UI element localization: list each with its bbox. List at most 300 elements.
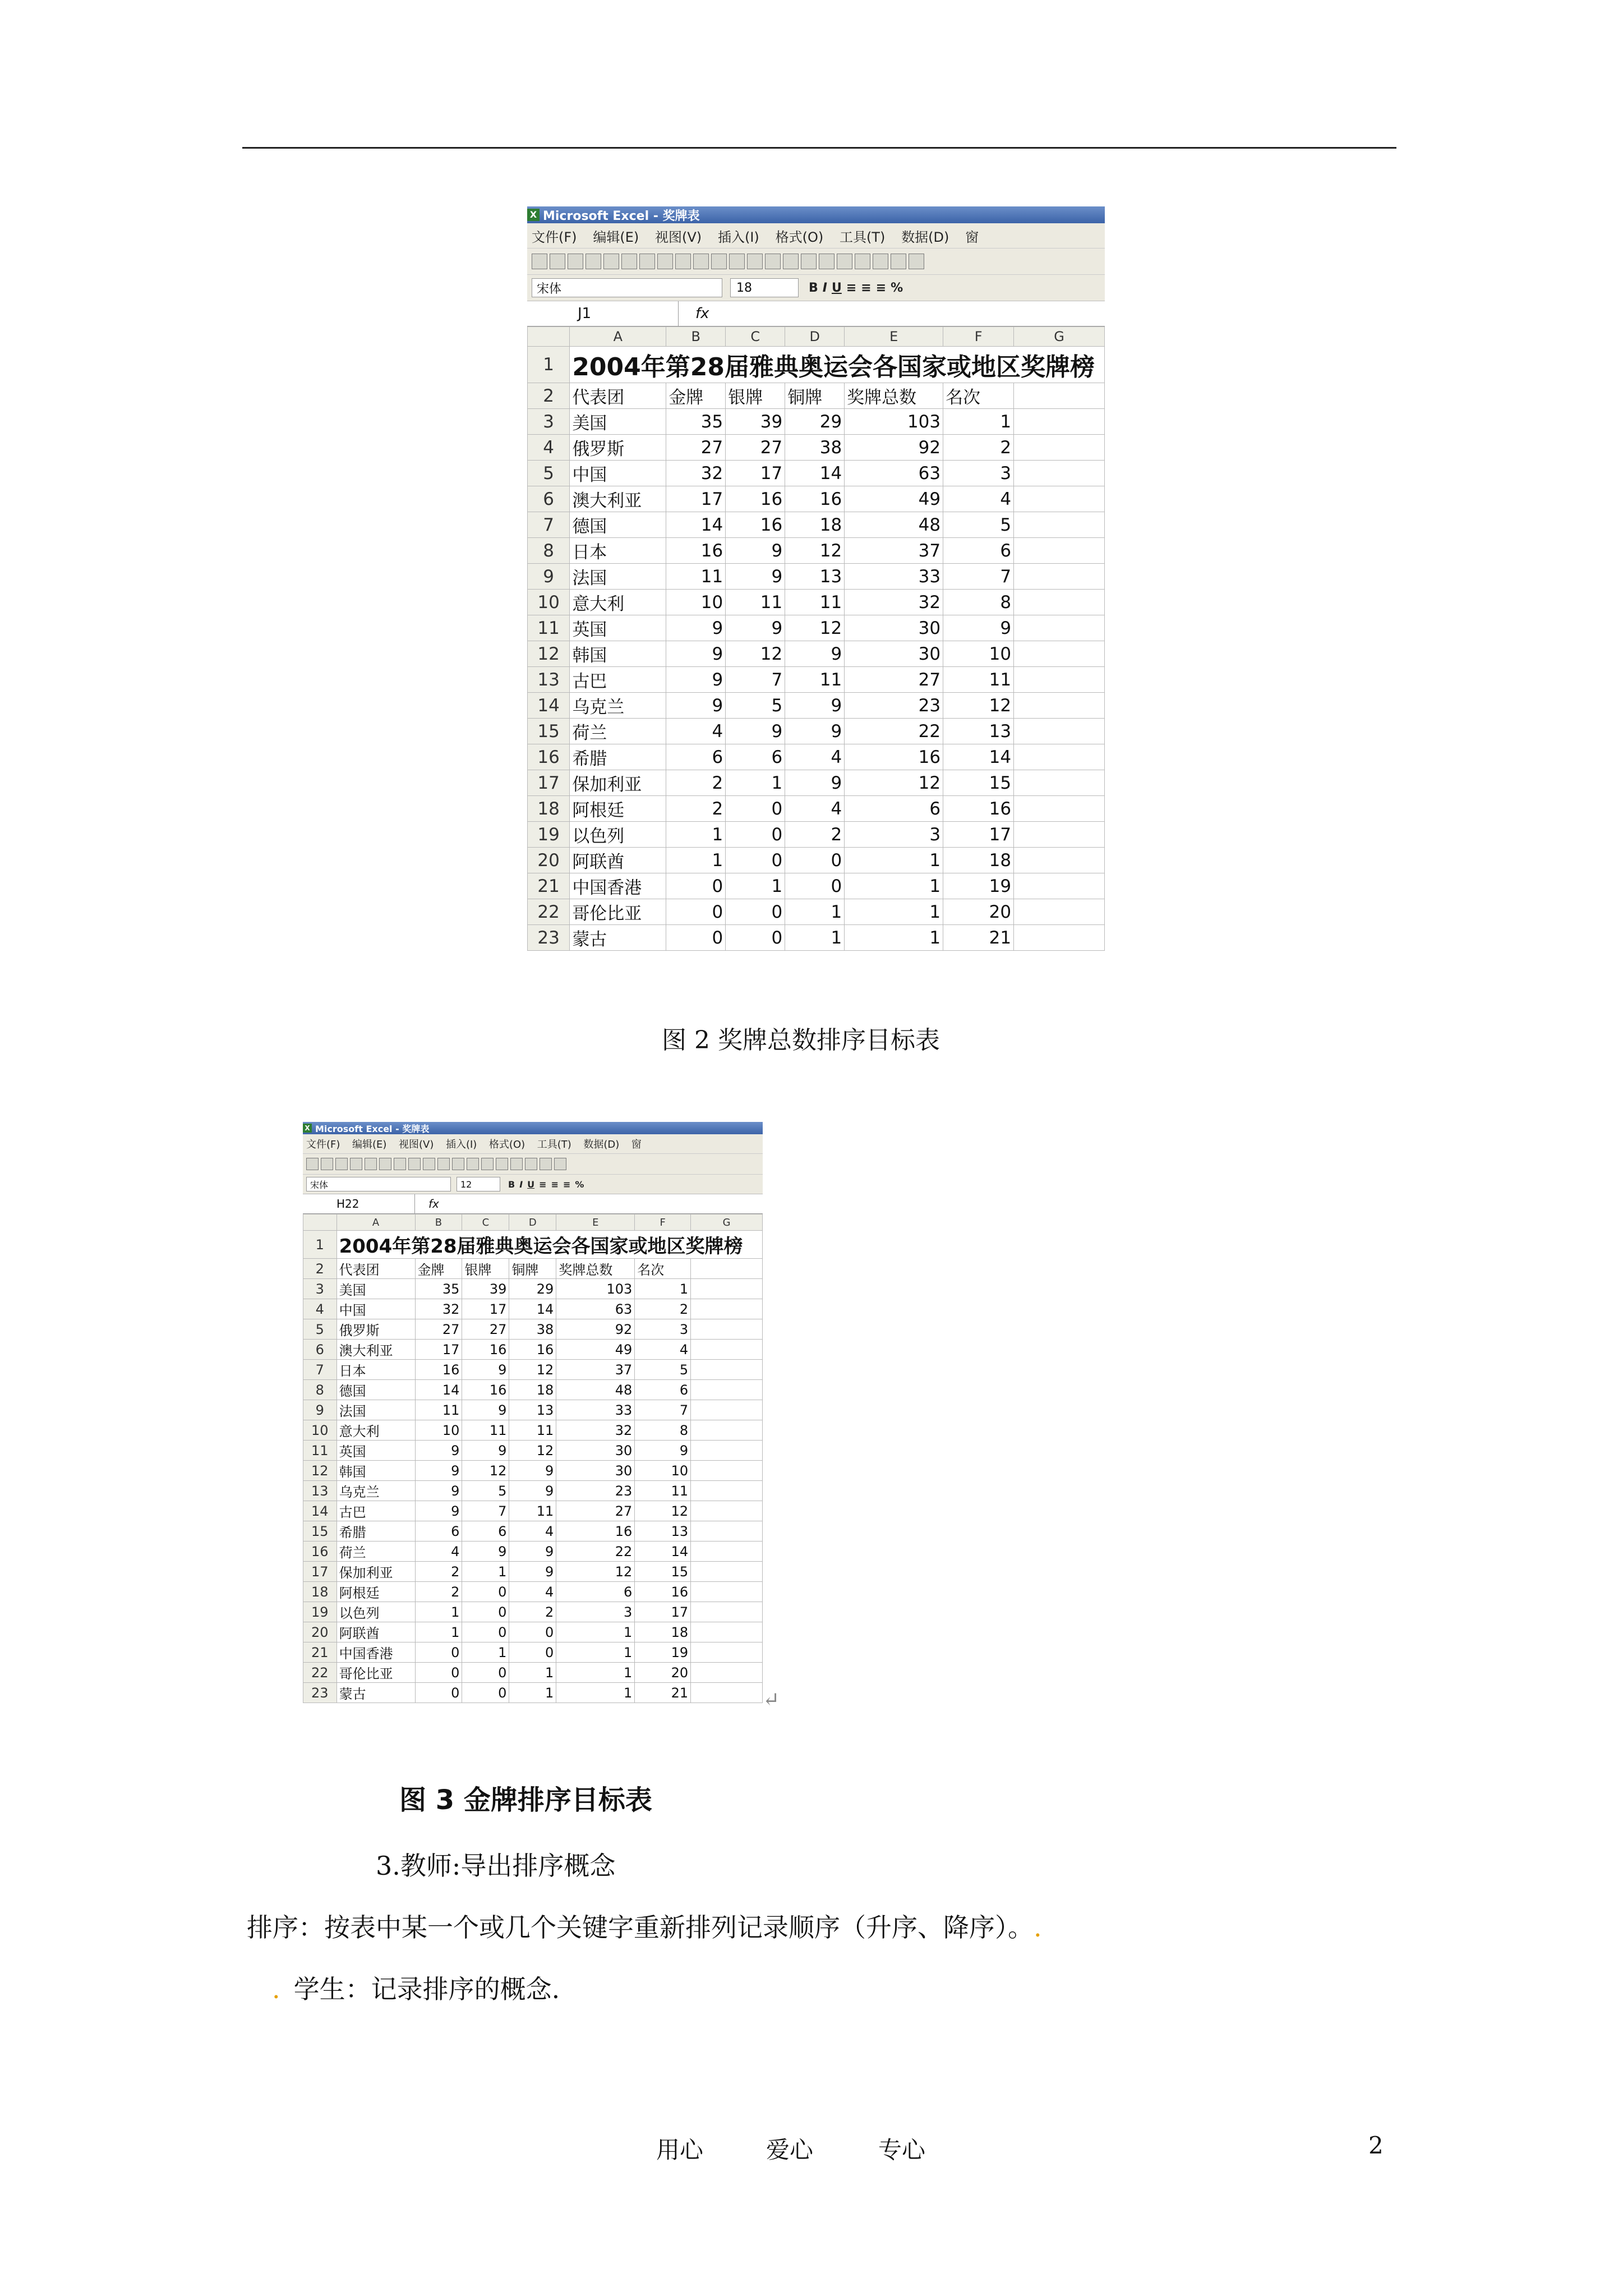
column-header[interactable]: E <box>845 327 943 347</box>
number-cell[interactable]: 4 <box>415 1542 462 1562</box>
header-cell[interactable]: 银牌 <box>462 1259 509 1279</box>
delegation-cell[interactable]: 以色列 <box>336 1602 415 1622</box>
empty-cell[interactable] <box>1014 641 1105 667</box>
bold-button[interactable]: B <box>809 280 818 295</box>
delegation-cell[interactable]: 日本 <box>570 538 666 564</box>
row-header[interactable]: 2 <box>528 383 570 409</box>
row-header[interactable]: 9 <box>528 564 570 590</box>
number-cell[interactable]: 6 <box>635 1380 691 1400</box>
delegation-cell[interactable]: 乌克兰 <box>336 1481 415 1501</box>
number-cell[interactable]: 11 <box>943 667 1014 693</box>
menu-item[interactable]: 编辑(E) <box>352 1139 387 1151</box>
row-header[interactable]: 13 <box>303 1481 337 1501</box>
number-cell[interactable]: 33 <box>845 564 943 590</box>
number-cell[interactable]: 2 <box>415 1582 462 1602</box>
menu-item[interactable]: 插入(I) <box>445 1139 477 1151</box>
number-cell[interactable]: 16 <box>726 486 785 512</box>
column-header[interactable]: D <box>785 327 845 347</box>
row-header[interactable]: 21 <box>303 1642 337 1663</box>
number-cell[interactable]: 9 <box>415 1441 462 1461</box>
toolbar-button-icon[interactable] <box>783 254 799 269</box>
number-cell[interactable]: 10 <box>635 1461 691 1481</box>
number-cell[interactable]: 1 <box>556 1683 635 1703</box>
row-header[interactable]: 7 <box>303 1360 337 1380</box>
number-cell[interactable]: 12 <box>785 538 845 564</box>
number-cell[interactable]: 6 <box>943 538 1014 564</box>
number-cell[interactable]: 30 <box>845 641 943 667</box>
number-cell[interactable]: 32 <box>556 1420 635 1441</box>
empty-cell[interactable] <box>691 1340 763 1360</box>
delegation-cell[interactable]: 蒙古 <box>336 1683 415 1703</box>
font-name-select[interactable]: 宋体 <box>306 1177 451 1191</box>
number-cell[interactable]: 21 <box>635 1683 691 1703</box>
number-cell[interactable]: 14 <box>785 461 845 486</box>
number-cell[interactable]: 9 <box>785 641 845 667</box>
number-cell[interactable]: 11 <box>785 667 845 693</box>
number-cell[interactable]: 0 <box>785 848 845 873</box>
number-cell[interactable]: 15 <box>635 1562 691 1582</box>
number-cell[interactable]: 1 <box>726 770 785 796</box>
number-cell[interactable]: 9 <box>509 1461 556 1481</box>
toolbar-button-icon[interactable] <box>693 254 709 269</box>
percent-icon[interactable]: % <box>575 1179 584 1190</box>
align-right-icon[interactable]: ≡ <box>875 280 887 295</box>
number-cell[interactable]: 5 <box>635 1360 691 1380</box>
empty-cell[interactable] <box>691 1602 763 1622</box>
menu-item[interactable]: 文件(F) <box>306 1139 340 1151</box>
number-cell[interactable]: 3 <box>845 822 943 848</box>
number-cell[interactable]: 1 <box>845 873 943 899</box>
number-cell[interactable]: 92 <box>556 1319 635 1340</box>
toolbar-button-icon[interactable] <box>496 1158 508 1170</box>
select-all-corner[interactable] <box>303 1214 337 1231</box>
number-cell[interactable]: 1 <box>845 899 943 925</box>
number-cell[interactable]: 12 <box>509 1441 556 1461</box>
row-header[interactable]: 11 <box>528 615 570 641</box>
number-cell[interactable]: 12 <box>462 1461 509 1481</box>
number-cell[interactable]: 1 <box>556 1642 635 1663</box>
number-cell[interactable]: 9 <box>509 1542 556 1562</box>
empty-cell[interactable] <box>1014 744 1105 770</box>
number-cell[interactable]: 14 <box>635 1542 691 1562</box>
toolbar-button-icon[interactable] <box>657 254 673 269</box>
toolbar-button-icon[interactable] <box>525 1158 537 1170</box>
number-cell[interactable]: 9 <box>726 564 785 590</box>
align-left-icon[interactable]: ≡ <box>539 1179 547 1190</box>
toolbar-button-icon[interactable] <box>711 254 727 269</box>
delegation-cell[interactable]: 中国香港 <box>570 873 666 899</box>
percent-icon[interactable]: % <box>891 280 903 295</box>
number-cell[interactable]: 14 <box>415 1380 462 1400</box>
number-cell[interactable]: 37 <box>556 1360 635 1380</box>
number-cell[interactable]: 29 <box>509 1279 556 1299</box>
empty-cell[interactable] <box>691 1259 763 1279</box>
row-header[interactable]: 16 <box>528 744 570 770</box>
number-cell[interactable]: 17 <box>415 1340 462 1360</box>
number-cell[interactable]: 2 <box>415 1562 462 1582</box>
empty-cell[interactable] <box>691 1521 763 1542</box>
number-cell[interactable]: 103 <box>556 1279 635 1299</box>
delegation-cell[interactable]: 德国 <box>570 512 666 538</box>
toolbar-button-icon[interactable] <box>510 1158 523 1170</box>
number-cell[interactable]: 11 <box>785 590 845 615</box>
number-cell[interactable]: 12 <box>726 641 785 667</box>
number-cell[interactable]: 16 <box>635 1582 691 1602</box>
number-cell[interactable]: 18 <box>785 512 845 538</box>
number-cell[interactable]: 35 <box>666 409 726 435</box>
toolbar-button-icon[interactable] <box>394 1158 406 1170</box>
number-cell[interactable]: 17 <box>635 1602 691 1622</box>
align-center-icon[interactable]: ≡ <box>551 1179 559 1190</box>
number-cell[interactable]: 27 <box>845 667 943 693</box>
number-cell[interactable]: 9 <box>509 1481 556 1501</box>
delegation-cell[interactable]: 法国 <box>336 1400 415 1420</box>
row-header[interactable]: 20 <box>303 1622 337 1642</box>
row-header[interactable]: 18 <box>528 796 570 822</box>
toolbar-button-icon[interactable] <box>621 254 637 269</box>
column-header[interactable]: C <box>462 1214 509 1231</box>
italic-button[interactable]: I <box>822 280 827 295</box>
number-cell[interactable]: 4 <box>785 744 845 770</box>
column-header[interactable]: G <box>691 1214 763 1231</box>
number-cell[interactable]: 4 <box>509 1521 556 1542</box>
column-header[interactable]: F <box>635 1214 691 1231</box>
menu-item[interactable]: 插入(I) <box>717 229 759 245</box>
number-cell[interactable]: 30 <box>845 615 943 641</box>
number-cell[interactable]: 32 <box>666 461 726 486</box>
row-header[interactable]: 10 <box>303 1420 337 1441</box>
delegation-cell[interactable]: 澳大利亚 <box>336 1340 415 1360</box>
toolbar-button-icon[interactable] <box>306 1158 319 1170</box>
toolbar-button-icon[interactable] <box>321 1158 333 1170</box>
row-header[interactable]: 16 <box>303 1542 337 1562</box>
toolbar-button-icon[interactable] <box>335 1158 348 1170</box>
number-cell[interactable]: 18 <box>943 848 1014 873</box>
underline-button[interactable]: U <box>527 1179 535 1190</box>
number-cell[interactable]: 16 <box>462 1340 509 1360</box>
header-cell[interactable]: 金牌 <box>666 383 726 409</box>
number-cell[interactable]: 20 <box>943 899 1014 925</box>
number-cell[interactable]: 11 <box>462 1420 509 1441</box>
number-cell[interactable]: 48 <box>556 1380 635 1400</box>
table-title-cell[interactable]: 2004年第28届雅典奥运会各国家或地区奖牌榜 <box>336 1231 762 1259</box>
number-cell[interactable]: 0 <box>666 899 726 925</box>
toolbar-button-icon[interactable] <box>550 254 565 269</box>
delegation-cell[interactable]: 阿根廷 <box>570 796 666 822</box>
number-cell[interactable]: 22 <box>845 719 943 744</box>
number-cell[interactable]: 92 <box>845 435 943 461</box>
row-header[interactable]: 8 <box>303 1380 337 1400</box>
row-header[interactable]: 18 <box>303 1582 337 1602</box>
name-box[interactable]: H22 <box>303 1194 415 1213</box>
number-cell[interactable]: 2 <box>666 770 726 796</box>
delegation-cell[interactable]: 英国 <box>336 1441 415 1461</box>
number-cell[interactable]: 7 <box>726 667 785 693</box>
empty-cell[interactable] <box>1014 899 1105 925</box>
row-header[interactable]: 5 <box>303 1319 337 1340</box>
number-cell[interactable]: 13 <box>785 564 845 590</box>
delegation-cell[interactable]: 古巴 <box>336 1501 415 1521</box>
number-cell[interactable]: 0 <box>462 1683 509 1703</box>
toolbar-button-icon[interactable] <box>585 254 601 269</box>
header-cell[interactable]: 代表团 <box>336 1259 415 1279</box>
number-cell[interactable]: 11 <box>666 564 726 590</box>
empty-cell[interactable] <box>1014 667 1105 693</box>
number-cell[interactable]: 16 <box>666 538 726 564</box>
number-cell[interactable]: 38 <box>509 1319 556 1340</box>
number-cell[interactable]: 1 <box>785 925 845 951</box>
empty-cell[interactable] <box>691 1542 763 1562</box>
toolbar-button-icon[interactable] <box>873 254 888 269</box>
fx-icon[interactable]: fx <box>695 305 709 322</box>
number-cell[interactable]: 9 <box>462 1400 509 1420</box>
bold-button[interactable]: B <box>508 1179 515 1190</box>
number-cell[interactable]: 15 <box>943 770 1014 796</box>
row-header[interactable]: 5 <box>528 461 570 486</box>
toolbar-button-icon[interactable] <box>554 1158 566 1170</box>
number-cell[interactable]: 1 <box>845 848 943 873</box>
delegation-cell[interactable]: 韩国 <box>570 641 666 667</box>
number-cell[interactable]: 7 <box>462 1501 509 1521</box>
number-cell[interactable]: 6 <box>556 1582 635 1602</box>
number-cell[interactable]: 20 <box>635 1663 691 1683</box>
row-header[interactable]: 12 <box>528 641 570 667</box>
toolbar-button-icon[interactable] <box>437 1158 450 1170</box>
number-cell[interactable]: 4 <box>666 719 726 744</box>
row-header[interactable]: 1 <box>528 347 570 383</box>
number-cell[interactable]: 9 <box>726 719 785 744</box>
menu-item[interactable]: 格式(O) <box>488 1139 525 1151</box>
row-header[interactable]: 13 <box>528 667 570 693</box>
row-header[interactable]: 11 <box>303 1441 337 1461</box>
number-cell[interactable]: 27 <box>556 1501 635 1521</box>
delegation-cell[interactable]: 澳大利亚 <box>570 486 666 512</box>
number-cell[interactable]: 7 <box>943 564 1014 590</box>
number-cell[interactable]: 27 <box>666 435 726 461</box>
empty-cell[interactable] <box>691 1461 763 1481</box>
number-cell[interactable]: 9 <box>785 693 845 719</box>
number-cell[interactable]: 4 <box>509 1582 556 1602</box>
number-cell[interactable]: 5 <box>462 1481 509 1501</box>
number-cell[interactable]: 22 <box>556 1542 635 1562</box>
number-cell[interactable]: 17 <box>666 486 726 512</box>
number-cell[interactable]: 11 <box>726 590 785 615</box>
header-cell[interactable]: 奖牌总数 <box>556 1259 635 1279</box>
number-cell[interactable]: 0 <box>726 822 785 848</box>
number-cell[interactable]: 30 <box>556 1461 635 1481</box>
number-cell[interactable]: 4 <box>635 1340 691 1360</box>
number-cell[interactable]: 2 <box>635 1299 691 1319</box>
toolbar-button-icon[interactable] <box>729 254 745 269</box>
number-cell[interactable]: 1 <box>845 925 943 951</box>
number-cell[interactable]: 1 <box>509 1663 556 1683</box>
number-cell[interactable]: 18 <box>509 1380 556 1400</box>
empty-cell[interactable] <box>1014 796 1105 822</box>
row-header[interactable]: 22 <box>528 899 570 925</box>
delegation-cell[interactable]: 法国 <box>570 564 666 590</box>
delegation-cell[interactable]: 乌克兰 <box>570 693 666 719</box>
number-cell[interactable]: 2 <box>509 1602 556 1622</box>
delegation-cell[interactable]: 荷兰 <box>336 1542 415 1562</box>
number-cell[interactable]: 0 <box>415 1663 462 1683</box>
empty-cell[interactable] <box>691 1360 763 1380</box>
empty-cell[interactable] <box>1014 925 1105 951</box>
empty-cell[interactable] <box>1014 693 1105 719</box>
number-cell[interactable]: 12 <box>943 693 1014 719</box>
menu-item[interactable]: 工具(T) <box>537 1139 571 1151</box>
row-header[interactable]: 14 <box>303 1501 337 1521</box>
delegation-cell[interactable]: 美国 <box>336 1279 415 1299</box>
number-cell[interactable]: 4 <box>943 486 1014 512</box>
toolbar-button-icon[interactable] <box>532 254 547 269</box>
empty-cell[interactable] <box>691 1642 763 1663</box>
toolbar-button-icon[interactable] <box>675 254 691 269</box>
delegation-cell[interactable]: 中国 <box>570 461 666 486</box>
number-cell[interactable]: 1 <box>943 409 1014 435</box>
row-header[interactable]: 7 <box>528 512 570 538</box>
number-cell[interactable]: 3 <box>635 1319 691 1340</box>
toolbar-button-icon[interactable] <box>379 1158 391 1170</box>
menu-item[interactable]: 窗 <box>965 229 979 245</box>
number-cell[interactable]: 9 <box>415 1481 462 1501</box>
align-right-icon[interactable]: ≡ <box>562 1179 571 1190</box>
row-header[interactable]: 19 <box>528 822 570 848</box>
empty-cell[interactable] <box>691 1400 763 1420</box>
number-cell[interactable]: 9 <box>726 615 785 641</box>
empty-cell[interactable] <box>691 1562 763 1582</box>
number-cell[interactable]: 0 <box>666 873 726 899</box>
font-size-select[interactable]: 18 <box>730 278 799 297</box>
empty-cell[interactable] <box>691 1319 763 1340</box>
number-cell[interactable]: 6 <box>462 1521 509 1542</box>
number-cell[interactable]: 11 <box>509 1501 556 1521</box>
number-cell[interactable]: 49 <box>556 1340 635 1360</box>
empty-cell[interactable] <box>1014 538 1105 564</box>
number-cell[interactable]: 1 <box>726 873 785 899</box>
number-cell[interactable]: 9 <box>509 1562 556 1582</box>
column-header[interactable]: A <box>570 327 666 347</box>
delegation-cell[interactable]: 美国 <box>570 409 666 435</box>
column-header[interactable]: G <box>1014 327 1105 347</box>
empty-cell[interactable] <box>691 1441 763 1461</box>
number-cell[interactable]: 1 <box>635 1279 691 1299</box>
delegation-cell[interactable]: 蒙古 <box>570 925 666 951</box>
number-cell[interactable]: 1 <box>415 1602 462 1622</box>
menu-item[interactable]: 视图(V) <box>655 229 702 245</box>
toolbar-button-icon[interactable] <box>891 254 906 269</box>
number-cell[interactable]: 32 <box>845 590 943 615</box>
delegation-cell[interactable]: 中国 <box>336 1299 415 1319</box>
number-cell[interactable]: 32 <box>415 1299 462 1319</box>
number-cell[interactable]: 6 <box>415 1521 462 1542</box>
number-cell[interactable]: 16 <box>462 1380 509 1400</box>
number-cell[interactable]: 9 <box>666 693 726 719</box>
menu-item[interactable]: 视图(V) <box>399 1139 434 1151</box>
row-header[interactable]: 17 <box>303 1562 337 1582</box>
number-cell[interactable]: 0 <box>509 1642 556 1663</box>
row-header[interactable]: 21 <box>528 873 570 899</box>
number-cell[interactable]: 12 <box>509 1360 556 1380</box>
number-cell[interactable]: 9 <box>415 1501 462 1521</box>
toolbar-button-icon[interactable] <box>855 254 870 269</box>
column-header[interactable]: B <box>666 327 726 347</box>
number-cell[interactable]: 2 <box>943 435 1014 461</box>
number-cell[interactable]: 14 <box>666 512 726 538</box>
number-cell[interactable]: 16 <box>509 1340 556 1360</box>
number-cell[interactable]: 9 <box>415 1461 462 1481</box>
number-cell[interactable]: 16 <box>785 486 845 512</box>
number-cell[interactable]: 4 <box>785 796 845 822</box>
toolbar-button-icon[interactable] <box>365 1158 377 1170</box>
number-cell[interactable]: 35 <box>415 1279 462 1299</box>
number-cell[interactable]: 63 <box>845 461 943 486</box>
delegation-cell[interactable]: 韩国 <box>336 1461 415 1481</box>
number-cell[interactable]: 6 <box>845 796 943 822</box>
name-box[interactable]: J1 <box>527 301 679 326</box>
number-cell[interactable]: 5 <box>726 693 785 719</box>
toolbar-button-icon[interactable] <box>837 254 852 269</box>
delegation-cell[interactable]: 希腊 <box>336 1521 415 1542</box>
header-cell[interactable]: 金牌 <box>415 1259 462 1279</box>
number-cell[interactable]: 63 <box>556 1299 635 1319</box>
number-cell[interactable]: 13 <box>943 719 1014 744</box>
table-title-cell[interactable]: 2004年第28届雅典奥运会各国家或地区奖牌榜 <box>570 347 1105 383</box>
italic-button[interactable]: I <box>519 1179 523 1190</box>
align-left-icon[interactable]: ≡ <box>846 280 857 295</box>
number-cell[interactable]: 0 <box>462 1582 509 1602</box>
number-cell[interactable]: 21 <box>943 925 1014 951</box>
empty-cell[interactable] <box>691 1481 763 1501</box>
number-cell[interactable]: 27 <box>462 1319 509 1340</box>
empty-cell[interactable] <box>691 1683 763 1703</box>
delegation-cell[interactable]: 日本 <box>336 1360 415 1380</box>
number-cell[interactable]: 39 <box>726 409 785 435</box>
delegation-cell[interactable]: 中国香港 <box>336 1642 415 1663</box>
number-cell[interactable]: 29 <box>785 409 845 435</box>
number-cell[interactable]: 13 <box>509 1400 556 1420</box>
number-cell[interactable]: 13 <box>635 1521 691 1542</box>
row-header[interactable]: 14 <box>528 693 570 719</box>
number-cell[interactable]: 1 <box>556 1663 635 1683</box>
row-header[interactable]: 4 <box>303 1299 337 1319</box>
empty-cell[interactable] <box>691 1501 763 1521</box>
number-cell[interactable]: 0 <box>785 873 845 899</box>
delegation-cell[interactable]: 阿联酋 <box>570 848 666 873</box>
number-cell[interactable]: 38 <box>785 435 845 461</box>
number-cell[interactable]: 0 <box>462 1602 509 1622</box>
delegation-cell[interactable]: 哥伦比亚 <box>336 1663 415 1683</box>
row-header[interactable]: 19 <box>303 1602 337 1622</box>
number-cell[interactable]: 9 <box>666 615 726 641</box>
menu-item[interactable]: 格式(O) <box>775 229 824 245</box>
number-cell[interactable]: 1 <box>415 1622 462 1642</box>
row-header[interactable]: 15 <box>528 719 570 744</box>
toolbar-button-icon[interactable] <box>408 1158 421 1170</box>
toolbar-button-icon[interactable] <box>540 1158 552 1170</box>
number-cell[interactable]: 103 <box>845 409 943 435</box>
delegation-cell[interactable]: 俄罗斯 <box>570 435 666 461</box>
number-cell[interactable]: 16 <box>726 512 785 538</box>
header-cell[interactable]: 奖牌总数 <box>845 383 943 409</box>
column-header[interactable]: B <box>415 1214 462 1231</box>
delegation-cell[interactable]: 意大利 <box>570 590 666 615</box>
empty-cell[interactable] <box>1014 409 1105 435</box>
number-cell[interactable]: 39 <box>462 1279 509 1299</box>
number-cell[interactable]: 0 <box>415 1683 462 1703</box>
number-cell[interactable]: 9 <box>666 667 726 693</box>
empty-cell[interactable] <box>1014 512 1105 538</box>
number-cell[interactable]: 14 <box>943 744 1014 770</box>
